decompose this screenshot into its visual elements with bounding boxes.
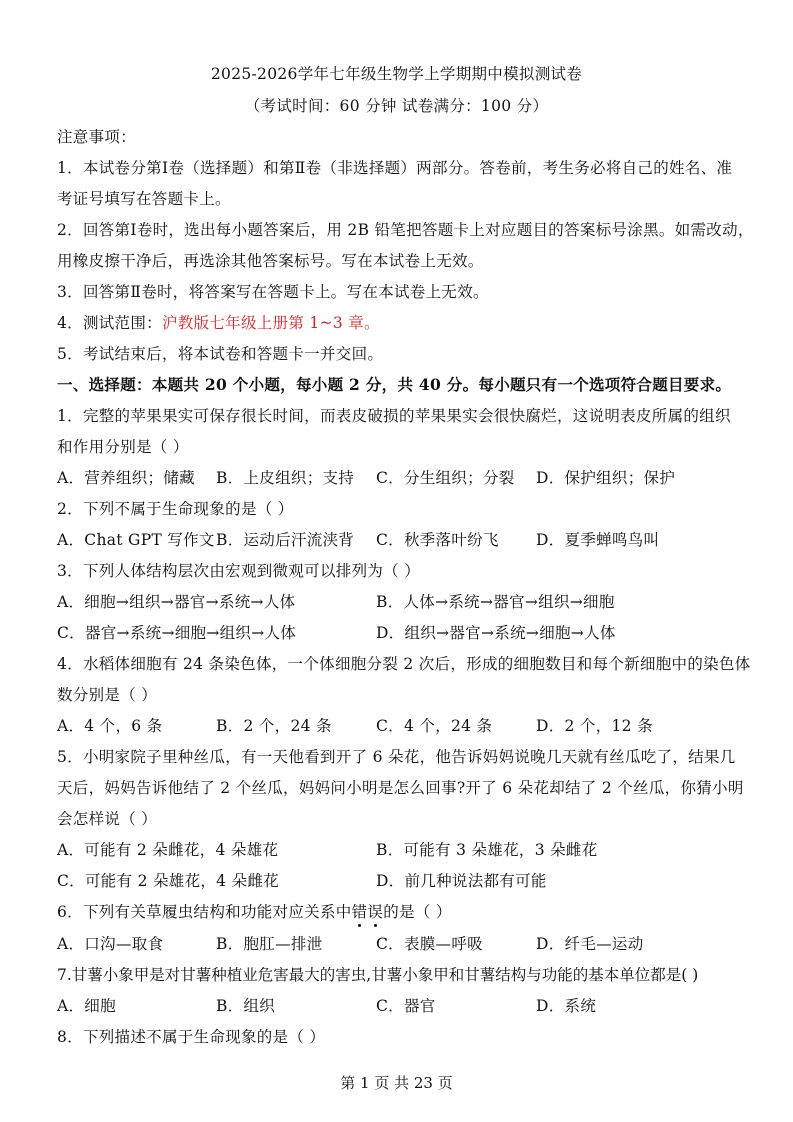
q5-stem-line-2: 天后，妈妈告诉他结了 2 个丝瓜，妈妈问小明是怎么回事?开了 6 朵花却结了 2 个丝瓜，你猜小明 bbox=[57, 779, 744, 797]
q1-option-d: D．保护组织；保护 bbox=[536, 469, 676, 487]
q3-option-c: C．器官→系统→细胞→组织→人体 bbox=[57, 624, 297, 642]
q4-stem-line-1: 4．水稻体细胞有 24 条染色体，一个体细胞分裂 2 次后，形成的细胞数目和每个新细胞中的染色体 bbox=[57, 655, 751, 673]
q1-option-a: A．营养组织；储藏 bbox=[57, 469, 195, 487]
q6-stem-prefix: 6．下列有关草履虫结构和功能对应关系中 bbox=[57, 903, 352, 921]
note-2-line-1: 2．回答第Ⅰ卷时，选出每小题答案后，用 2B 铅笔把答题卡上对应题目的答案标号涂黑。如需改动， bbox=[57, 221, 754, 239]
note-4 bbox=[57, 313, 380, 333]
q2-stem: 2．下列不属于生命现象的是（ ） bbox=[57, 500, 294, 518]
q1-stem-line-2: 和作用分别是（ ） bbox=[57, 438, 189, 456]
q1-option-c: C．分生组织；分裂 bbox=[376, 469, 515, 487]
q6-stem bbox=[57, 902, 452, 922]
q5-stem-line-3: 会怎样说（ ） bbox=[57, 810, 158, 828]
q6-stem-suffix: 的是（ ） bbox=[383, 903, 452, 921]
q2-option-a: A．Chat GPT 写作文 bbox=[57, 531, 215, 549]
q6-option-a: A．口沟—取食 bbox=[57, 935, 164, 953]
note-5: 5．考试结束后，将本试卷和答题卡一并交回。 bbox=[57, 345, 384, 363]
q2-option-b: B．运动后汗流浃背 bbox=[216, 531, 355, 549]
note-4-range: 沪教版七年级上册第 1~3 章。 bbox=[161, 314, 380, 332]
note-1-line-2: 考证号填写在答题卡上。 bbox=[57, 190, 231, 208]
q6-option-b: B．胞肛—排泄 bbox=[216, 935, 323, 953]
exam-subtitle: （考试时间：60 分钟 试卷满分：100 分） bbox=[244, 97, 549, 115]
q7-option-b: B．组织 bbox=[216, 997, 276, 1015]
q2-option-d: D．夏季蝉鸣鸟叫 bbox=[536, 531, 660, 549]
section-heading: 一、选择题：本题共 20 个小题，每小题 2 分，共 40 分。每小题只有一个选项符合题目要求。 bbox=[57, 375, 732, 394]
q4-option-a: A．4 个，6 条 bbox=[57, 717, 163, 735]
q6-option-d: D．纤毛—运动 bbox=[536, 935, 644, 953]
q7-stem: 7.甘薯小象甲是对甘薯种植业危害最大的害虫,甘薯小象甲和甘薯结构与功能的基本单位都是( ) bbox=[57, 966, 699, 984]
q5-option-a: A．可能有 2 朵雌花，4 朵雄花 bbox=[57, 841, 279, 859]
note-4-prefix: 4．测试范围： bbox=[57, 314, 162, 332]
q5-stem-line-1: 5．小明家院子里种丝瓜，有一天他看到开了 6 朵花，他告诉妈妈说晚几天就有丝瓜吃了，结果几 bbox=[57, 748, 736, 766]
q5-option-d: D．前几种说法都有可能 bbox=[376, 872, 547, 890]
q4-option-d: D．2 个，12 条 bbox=[536, 717, 653, 735]
note-3: 3．回答第Ⅱ卷时，将答案写在答题卡上。写在本试卷上无效。 bbox=[57, 283, 489, 301]
q8-stem: 8．下列描述不属于生命现象的是（ ） bbox=[57, 1028, 326, 1046]
note-2-line-2: 用橡皮擦干净后，再选涂其他答案标号。写在本试卷上无效。 bbox=[57, 252, 484, 270]
q6-option-c: C．表膜—呼吸 bbox=[376, 935, 483, 953]
q4-option-c: C．4 个，24 条 bbox=[376, 717, 493, 735]
q7-option-d: D．系统 bbox=[536, 997, 597, 1015]
q7-option-c: C．器官 bbox=[376, 997, 436, 1015]
q7-option-a: A．细胞 bbox=[57, 997, 116, 1015]
q5-option-b: B．可能有 3 朵雄花，3 朵雌花 bbox=[376, 841, 598, 859]
page-footer: 第 1 页 共 23 页 bbox=[340, 1074, 453, 1092]
q6-emphasis-char-1: 错 bbox=[351, 903, 368, 921]
q3-option-d: D．组织→器官→系统→细胞→人体 bbox=[376, 624, 616, 642]
q2-option-c: C．秋季落叶纷飞 bbox=[376, 531, 499, 549]
q1-stem-line-1: 1．完整的苹果果实可保存很长时间，而表皮破损的苹果果实会很快腐烂，这说明表皮所属的组织 bbox=[57, 407, 731, 425]
q5-option-c: C．可能有 2 朵雄花，4 朵雌花 bbox=[57, 872, 279, 890]
q3-option-b: B．人体→系统→器官→组织→细胞 bbox=[376, 593, 615, 611]
q4-option-b: B．2 个，24 条 bbox=[216, 717, 332, 735]
notice-heading: 注意事项： bbox=[57, 128, 137, 146]
note-1-line-1: 1．本试卷分第Ⅰ卷（选择题）和第Ⅱ卷（非选择题）两部分。答卷前，考生务必将自己的姓名、准 bbox=[57, 159, 733, 177]
q6-emphasis-char-2: 误 bbox=[367, 903, 384, 921]
q3-stem: 3．下列人体结构层次由宏观到微观可以排列为（ ） bbox=[57, 562, 420, 580]
q3-option-a: A．细胞→组织→器官→系统→人体 bbox=[57, 593, 296, 611]
page-title: 2025-2026学年七年级生物学上学期期中模拟测试卷 bbox=[210, 65, 583, 83]
q1-option-b: B．上皮组织；支持 bbox=[216, 469, 355, 487]
q4-stem-line-2: 数分别是（ ） bbox=[57, 686, 158, 704]
